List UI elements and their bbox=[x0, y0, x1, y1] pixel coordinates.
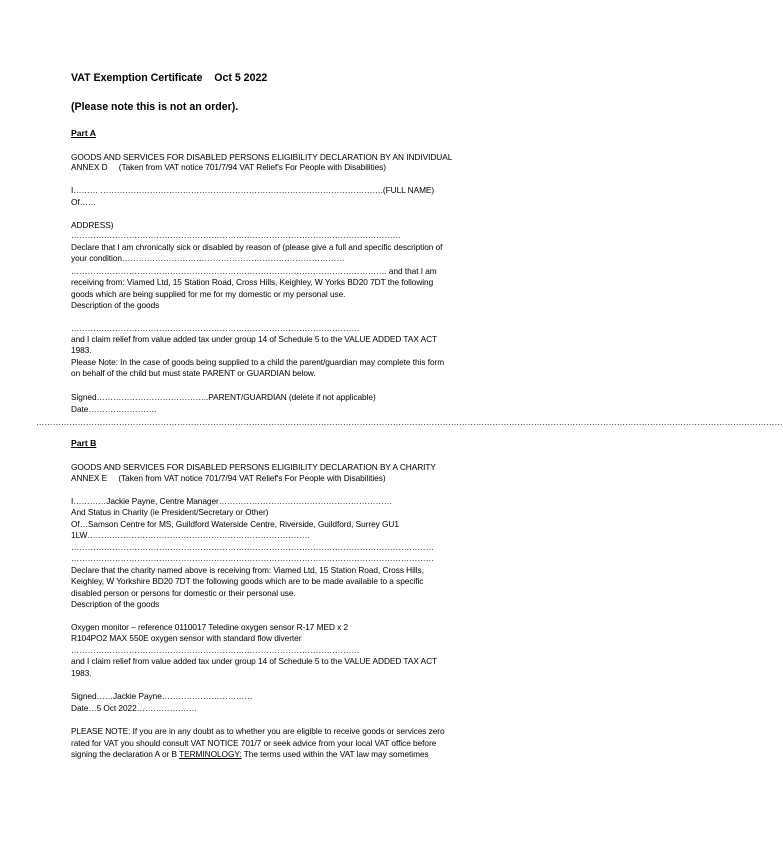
terminology-heading: TERMINOLOGY: bbox=[179, 749, 242, 759]
goods-description: R104PO2 MAX 550E oxygen sensor with standard flow diverter bbox=[71, 633, 302, 643]
condition-field: your condition……………………………………………………………………… bbox=[71, 253, 345, 263]
address-field: ADDRESS) bbox=[71, 220, 114, 230]
of-field: Of…Samson Centre for MS, Guildford Waterside Centre, Riverside, Guildford, Surrey GU1 bbox=[71, 519, 399, 529]
dotted-line: …………………………………………………………………………………………… bbox=[71, 323, 360, 333]
part-a-line: ……………………………………………………………………………………………………. and that I am bbox=[71, 266, 437, 276]
part-a-line: goods which are being supplied for me for my domestic or my personal use. bbox=[71, 289, 346, 299]
goods-description: Oxygen monitor – reference 0110017 Teledine oxygen sensor R-17 MED x 2 bbox=[71, 622, 349, 632]
not-an-order-note: (Please note this is not an order). bbox=[71, 101, 239, 113]
part-b-line: GOODS AND SERVICES FOR DISABLED PERSONS ELIGIBILITY DECLARATION BY A CHARITY bbox=[71, 462, 436, 472]
part-b-line: 1LW……………………………………………………………………… bbox=[71, 530, 310, 540]
part-a-heading: Part A bbox=[71, 128, 96, 138]
part-a-line: ANNEX D (Taken from VAT notice 701/7/94 VAT Relief's For People with Disabilities) bbox=[71, 162, 386, 172]
signed-field: Signed…………………………………..PARENT/GUARDIAN (delete if not applicable) bbox=[71, 392, 376, 402]
part-a-line: GOODS AND SERVICES FOR DISABLED PERSONS ELIGIBILITY DECLARATION BY AN INDIVIDUAL bbox=[71, 152, 453, 162]
part-b-line: disabled person or persons for domestic or their personal use. bbox=[71, 588, 296, 598]
please-note-text: signing the declaration A or B bbox=[71, 749, 180, 759]
part-a-line: 1983. bbox=[71, 345, 92, 355]
part-a-line: receiving from: Viamed Ltd, 15 Station Road, Cross Hills, Keighley, W Yorks BD20 7DT the following bbox=[71, 277, 434, 287]
part-b-line: Description of the goods bbox=[71, 599, 160, 609]
part-a-line: Description of the goods bbox=[71, 300, 160, 310]
please-note-paragraph: PLEASE NOTE: If you are in any doubt as to whether you are eligible to receive goods or services zero bbox=[71, 726, 445, 736]
dotted-line: …………………………………………………………………………………………………………………… bbox=[71, 542, 434, 552]
dotted-line: …………………………………………………………………………………………… bbox=[71, 645, 360, 655]
of-field: Of…… bbox=[71, 197, 97, 207]
name-field: I…………Jackie Payne, Centre Manager……………………………………………………… bbox=[71, 496, 392, 506]
document-title: VAT Exemption Certificate Oct 5 2022 bbox=[71, 72, 268, 84]
dotted-line: ………………………………………………………………………………………………………… bbox=[71, 230, 401, 240]
part-b-line: and I claim relief from value added tax under group 14 of Schedule 5 to the VALUE ADDED TAX ACT bbox=[71, 656, 438, 666]
part-a-line: Please Note: In the case of goods being supplied to a child the parent/guardian may complete this form bbox=[71, 357, 445, 367]
status-field: And Status in Charity (ie President/Secretary or Other) bbox=[71, 507, 269, 517]
please-note-text: The terms used within the VAT law may sometimes bbox=[241, 749, 429, 759]
part-a-line: Declare that I am chronically sick or disabled by reason of (please give a full and specific description of bbox=[71, 242, 443, 252]
signed-field: Signed……Jackie Payne…………………………… bbox=[71, 691, 253, 701]
part-b-heading: Part B bbox=[71, 438, 97, 448]
part-b-line: 1983. bbox=[71, 668, 92, 678]
part-a-line: and I claim relief from value added tax under group 14 of Schedule 5 to the VALUE ADDED TAX ACT bbox=[71, 334, 438, 344]
part-b-line: Declare that the charity named above is receiving from: Viamed Ltd, 15 Station Road, Cross Hills, bbox=[71, 565, 424, 575]
please-note-paragraph: rated for VAT you should consult VAT NOTICE 701/7 or seek advice from your local VAT office before bbox=[71, 738, 437, 748]
date-field: Date…5 Oct 2022…………………. bbox=[71, 703, 197, 713]
part-a-line: on behalf of the child but must state PARENT or GUARDIAN below. bbox=[71, 368, 316, 378]
full-name-field: I……… ………………………………………………………………………………………….(FULL NAME) bbox=[71, 185, 435, 195]
please-note-paragraph bbox=[71, 749, 429, 759]
date-field: Date……………………. bbox=[71, 404, 157, 414]
cut-line-separator: ……………………………………………………………………………………………………………………………………………………………………………………………………………………………………………… bbox=[36, 417, 783, 427]
part-b-line: ANNEX E (Taken from VAT notice 701/7/94 VAT Relief's For People with Disabilities) bbox=[71, 473, 386, 483]
dotted-line: …………………………………………………………………………………………………………………… bbox=[71, 553, 434, 563]
part-b-line: Keighley, W Yorkshire BD20 7DT the following goods which are to be made available to a specific bbox=[71, 576, 424, 586]
